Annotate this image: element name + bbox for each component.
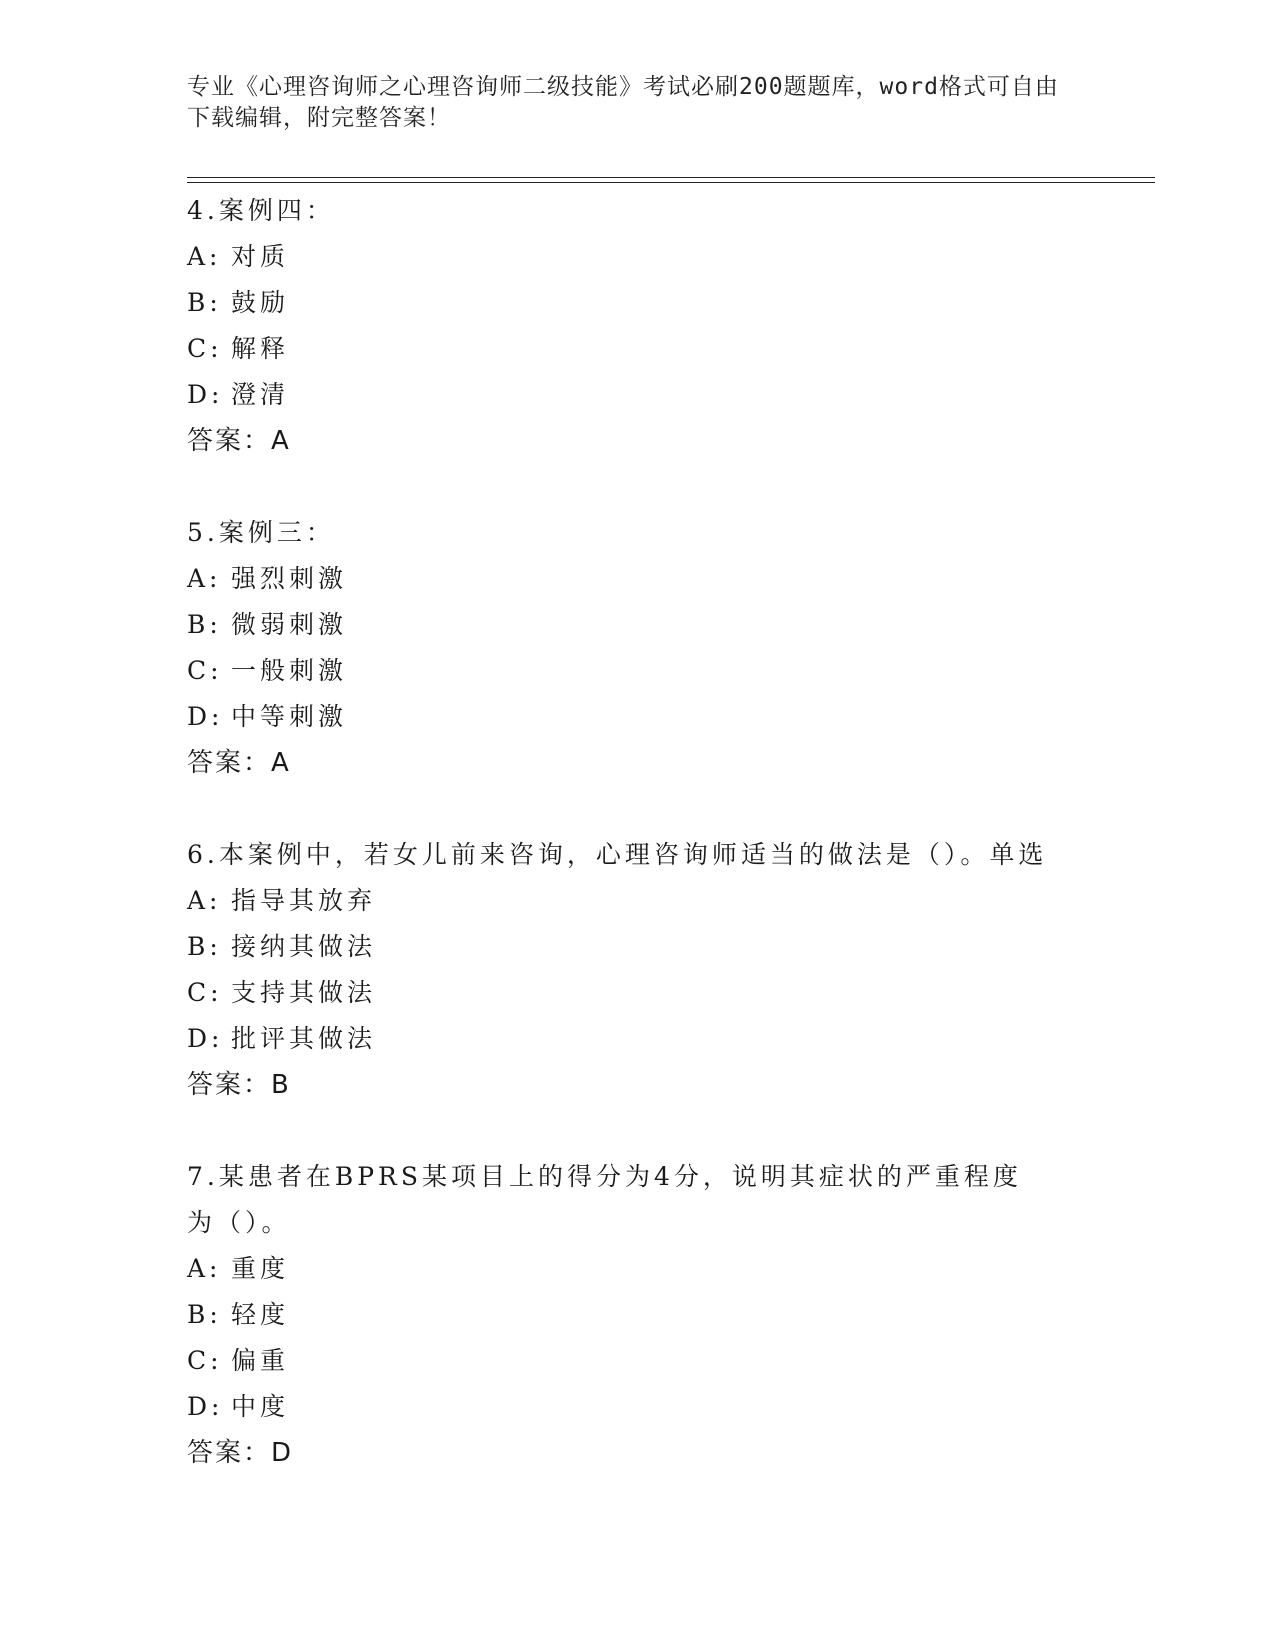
- option-text: 一般刺激: [231, 656, 348, 685]
- question-item: [187, 1154, 1127, 1476]
- option-text: 偏重: [231, 1346, 290, 1375]
- option-text: 指导其放弃: [231, 886, 377, 915]
- question-stem: 5.案例三：: [187, 518, 335, 547]
- question-item: [187, 832, 1127, 1108]
- answer-line: 答案：D: [187, 1438, 294, 1468]
- option-text: 微弱刺激: [231, 610, 348, 639]
- option-b: [187, 280, 1127, 326]
- option-b: [187, 924, 1127, 970]
- option-letter: B:: [187, 610, 222, 639]
- option-a: [187, 878, 1127, 924]
- option-letter: B:: [187, 288, 222, 317]
- header-divider-top: [187, 177, 1155, 178]
- option-letter: A:: [187, 242, 222, 271]
- option-c: [187, 970, 1127, 1016]
- option-letter: A:: [187, 1254, 222, 1283]
- question-item: [187, 188, 1127, 464]
- question-stem: 4.案例四：: [187, 196, 335, 225]
- option-c: [187, 1338, 1127, 1384]
- option-b: [187, 602, 1127, 648]
- question-list: [187, 188, 1127, 1522]
- option-letter: D:: [187, 702, 224, 731]
- option-d: [187, 1384, 1127, 1430]
- option-letter: D:: [187, 380, 224, 409]
- option-text: 强烈刺激: [231, 564, 348, 593]
- option-text: 鼓励: [231, 288, 290, 317]
- option-letter: C:: [187, 978, 223, 1007]
- document-header: 专业《心理咨询师之心理咨询师二级技能》考试必刷200题题库，word格式可自由下载编辑，附完整答案！: [187, 74, 1059, 131]
- option-d: [187, 372, 1127, 418]
- option-text: 中度: [231, 1392, 290, 1421]
- option-letter: A:: [187, 886, 222, 915]
- option-letter: C:: [187, 656, 223, 685]
- option-text: 澄清: [231, 380, 290, 409]
- question-item: [187, 510, 1127, 786]
- question-stem: 7.某患者在BPRS某项目上的得分为4分，说明其症状的严重程度为（）。: [187, 1162, 1022, 1237]
- option-a: [187, 556, 1127, 602]
- option-text: 解释: [231, 334, 290, 363]
- option-letter: B:: [187, 1300, 222, 1329]
- option-letter: A:: [187, 564, 222, 593]
- option-d: [187, 694, 1127, 740]
- option-a: [187, 1246, 1127, 1292]
- option-c: [187, 326, 1127, 372]
- header-divider-bottom: [187, 182, 1155, 183]
- answer-line: 答案：A: [187, 426, 291, 456]
- option-letter: D:: [187, 1024, 224, 1053]
- option-text: 中等刺激: [231, 702, 348, 731]
- option-b: [187, 1292, 1127, 1338]
- option-text: 批评其做法: [231, 1024, 377, 1053]
- option-text: 轻度: [231, 1300, 290, 1329]
- option-a: [187, 234, 1127, 280]
- option-letter: D:: [187, 1392, 224, 1421]
- option-text: 重度: [231, 1254, 290, 1283]
- answer-line: 答案：B: [187, 1070, 291, 1100]
- option-letter: C:: [187, 1346, 223, 1375]
- answer-line: 答案：A: [187, 748, 291, 778]
- option-letter: B:: [187, 932, 222, 961]
- option-letter: C:: [187, 334, 223, 363]
- option-text: 支持其做法: [231, 978, 377, 1007]
- option-d: [187, 1016, 1127, 1062]
- option-text: 接纳其做法: [231, 932, 377, 961]
- option-c: [187, 648, 1127, 694]
- question-stem: 6.本案例中，若女儿前来咨询，心理咨询师适当的做法是（）。单选: [187, 840, 1048, 869]
- option-text: 对质: [231, 242, 290, 271]
